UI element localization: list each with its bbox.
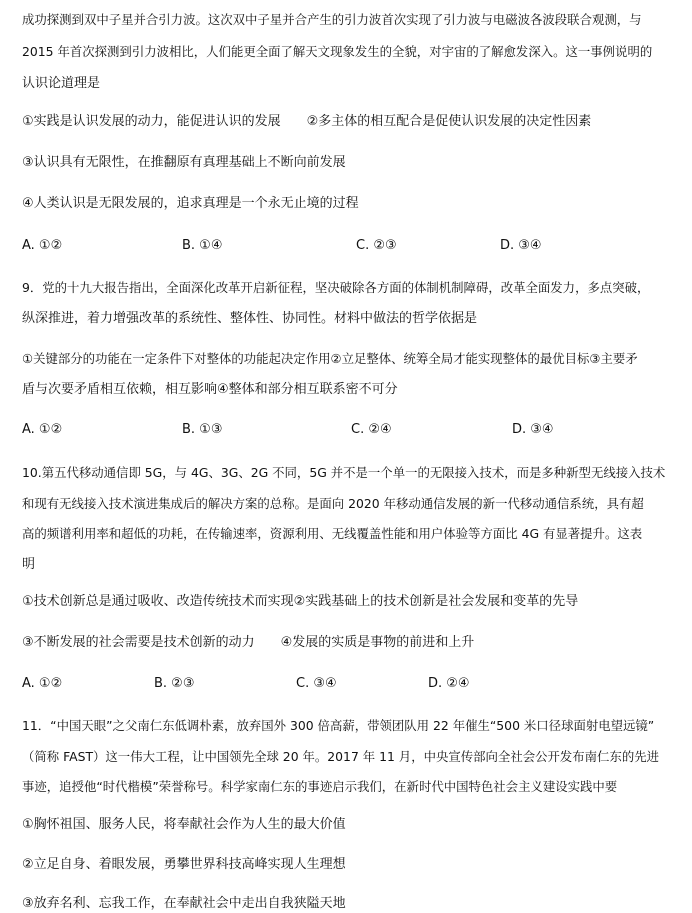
- q10-line-1: 10.第五代移动通信即 5G，与 4G、3G、2G 不同，5G 并不是一个单一的无限接入技术，而是多种新型无线接入技术: [22, 465, 666, 480]
- q8-option-d[interactable]: D. ③④: [500, 238, 542, 253]
- q9-option-a[interactable]: A. ①②: [22, 422, 63, 437]
- q11-statement-3: ③放弃名利、忘我工作，在奉献社会中走出自我狭隘天地: [22, 896, 346, 911]
- q11-statement-1: ①胸怀祖国、服务人民，将奉献社会作为人生的最大价值: [22, 817, 346, 832]
- q8-options: [22, 238, 682, 254]
- q8-line-3: 认识论道理是: [22, 76, 101, 91]
- q9-option-b[interactable]: B. ①③: [182, 422, 223, 437]
- q8-option-b[interactable]: B. ①④: [182, 238, 223, 253]
- q10-option-a[interactable]: A. ①②: [22, 676, 63, 691]
- q10-line-2: 和现有无线接入技术演进集成后的解决方案的总称。是面向 2020 年移动通信发展的新一代移动通信系统，具有超: [22, 496, 644, 511]
- q9-option-c[interactable]: C. ②④: [351, 422, 392, 437]
- q9-statement-line-1: ①关键部分的功能在一定条件下对整体的功能起决定作用②立足整体、统筹全局才能实现整体的最优目标③主要矛: [22, 351, 638, 366]
- q10-option-c[interactable]: C. ③④: [296, 676, 337, 691]
- q9-option-d[interactable]: D. ③④: [512, 422, 554, 437]
- q11-line-1: 11．“中国天眼”之父南仁东低调朴素，放弃国外 300 倍高薪，带领团队用 22 年催生“500 米口径球面射电望远镜”: [22, 718, 655, 733]
- q10-statement-3-4: ③不断发展的社会需要是技术创新的动力 ④发展的实质是事物的前进和上升: [22, 635, 475, 650]
- q8-line-2: 2015 年首次探测到引力波相比，人们能更全面了解天文现象发生的全貌，对宇宙的了解愈发深入。这一事例说明的: [22, 44, 653, 59]
- q9-line-1: 9．党的十九大报告指出，全面深化改革开启新征程，坚决破除各方面的体制机制障碍，改革全面发力，多点突破，: [22, 280, 650, 295]
- q10-option-d[interactable]: D. ②④: [428, 676, 470, 691]
- q9-options: [22, 422, 682, 438]
- q10-statement-1-2: ①技术创新总是通过吸收、改造传统技术而实现②实践基础上的技术创新是社会发展和变革的先导: [22, 594, 579, 609]
- q8-option-a[interactable]: A. ①②: [22, 238, 63, 253]
- q8-line-1: 成功探测到双中子星并合引力波。这次双中子星并合产生的引力波首次实现了引力波与电磁波各波段联合观测，与: [22, 12, 642, 27]
- q10-line-3: 高的频谱利用率和超低的功耗，在传输速率，资源利用、无线覆盖性能和用户体验等方面比 4G 有显著提升。这表: [22, 526, 643, 541]
- q11-line-3: 事迹，追授他“时代楷模”荣誉称号。科学家南仁东的事迹启示我们，在新时代中国特色社会主义建设实践中要: [22, 779, 618, 794]
- q9-statement-line-2: 盾与次要矛盾相互依赖，相互影响④整体和部分相互联系密不可分: [22, 382, 398, 397]
- q11-statement-2: ②立足自身、着眼发展，勇攀世界科技高峰实现人生理想: [22, 857, 346, 872]
- q9-line-2: 纵深推进，着力增强改革的系统性、整体性、协同性。材料中做法的哲学依据是: [22, 311, 478, 326]
- q8-statement-3: ③认识具有无限性，在推翻原有真理基础上不断向前发展: [22, 155, 346, 170]
- q10-option-b[interactable]: B. ②③: [154, 676, 195, 691]
- q8-option-c[interactable]: C. ②③: [356, 238, 397, 253]
- q10-options: [22, 676, 682, 692]
- q8-statement-4: ④人类认识是无限发展的，追求真理是一个永无止境的过程: [22, 196, 359, 211]
- q11-line-2: （简称 FAST）这一伟大工程，让中国领先全球 20 年。2017 年 11 月，中央宣传部向全社会公开发布南仁东的先进: [22, 749, 660, 764]
- q8-statement-1-2: ①实践是认识发展的动力，能促进认识的发展 ②多主体的相互配合是促使认识发展的决定性因素: [22, 114, 592, 129]
- q10-line-4: 明: [22, 557, 36, 572]
